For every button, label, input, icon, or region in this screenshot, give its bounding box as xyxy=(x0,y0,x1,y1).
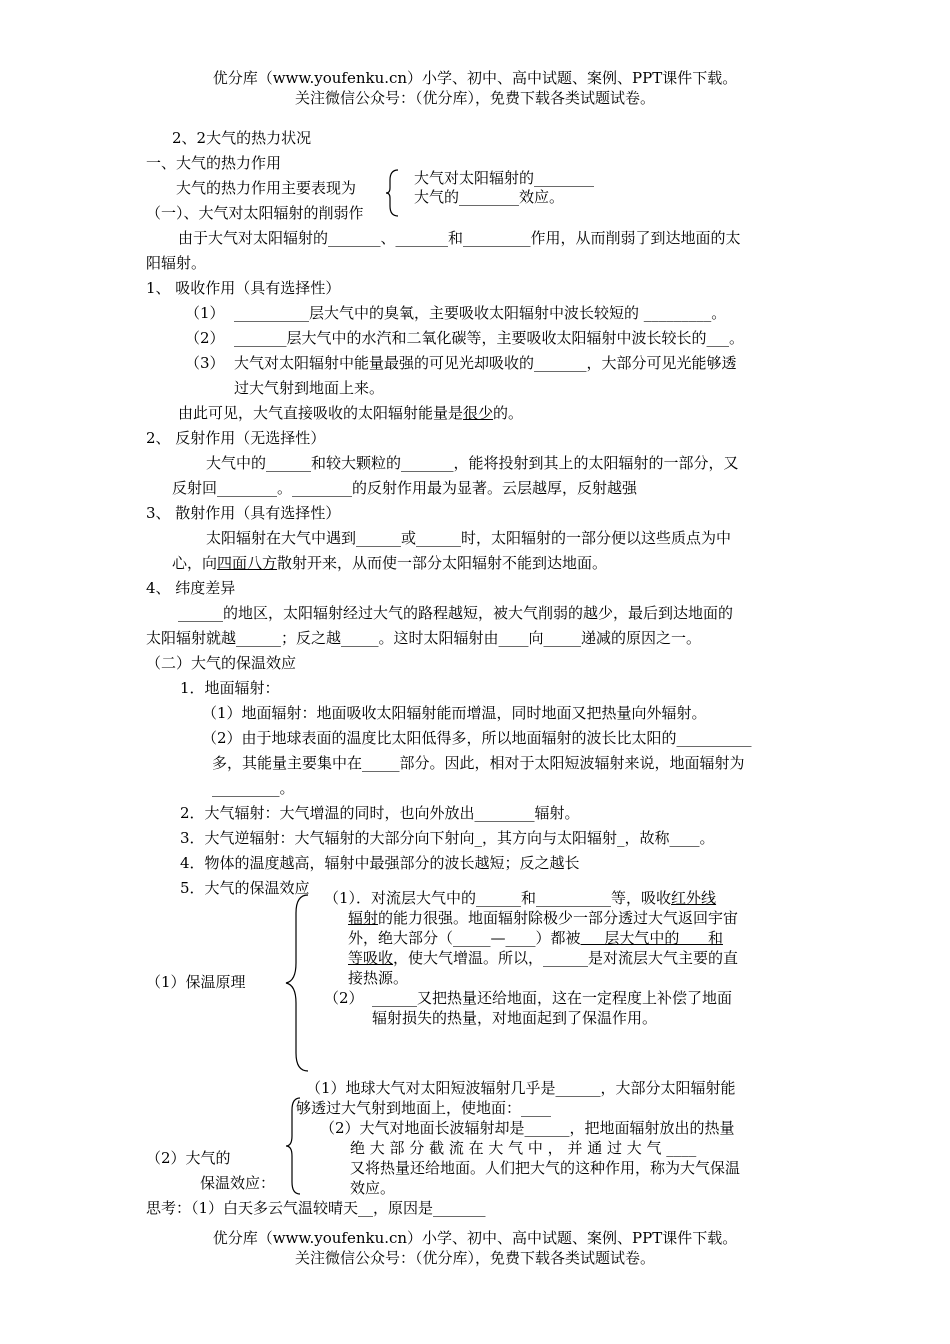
reflect-heading: 2、 反射作用（无选择性） xyxy=(146,429,326,447)
curly-brace-icon xyxy=(282,893,312,1073)
effect-line-2: 够透过大气射到地面上，使地面：____ xyxy=(296,1099,552,1117)
section-heading-1: 一、大气的热力作用 xyxy=(146,154,282,172)
principle-1-line-3: 外，绝大部分（_____—____）都被 层大气中的 和 xyxy=(348,929,723,947)
greenhouse-heading: 5．大气的保温效应 xyxy=(180,879,310,897)
absorb-1-num: （1） xyxy=(185,304,225,322)
effect-label-1: （2）大气的 xyxy=(146,1149,231,1167)
effect-line-3: （2）大气对地面长波辐射却是______，把地面辐射放出的热量 xyxy=(320,1119,735,1137)
brace-item-a: 大气对太阳辐射的________ xyxy=(414,169,595,187)
curly-brace-icon xyxy=(384,168,404,218)
header-line-1: 优分库（www.youfenku.cn）小学、初中、高中试题、案例、PPT课件下载。 xyxy=(212,69,738,87)
counter-radiation: 3．大气逆辐射：大气辐射的大部分向下射向_，其方向与太阳辐射_，故称____。 xyxy=(180,829,715,847)
absorb-2: _______层大气中的水汽和二氧化碳等，主要吸收太阳辐射中波长较长的___。 xyxy=(234,329,745,347)
principle-2-line-1: ______又把热量还给地面，这在一定程度上补偿了地面 xyxy=(372,989,733,1007)
ground-heading: 1．地面辐射： xyxy=(180,679,280,697)
effect-line-6: 效应。 xyxy=(350,1179,396,1197)
footer-line-1: 优分库（www.youfenku.cn）小学、初中、高中试题、案例、PPT课件下载。 xyxy=(212,1229,738,1247)
effect-line-5: 又将热量还给地面。人们把大气的这种作用，称为大气保温 xyxy=(350,1159,741,1177)
reflect-line-2: 反射回________。________的反射作用最为显著。云层越厚，反射越强 xyxy=(172,479,638,497)
weaken-line-2: 阳辐射。 xyxy=(146,254,207,272)
atmos-radiation: 2．大气辐射：大气增温的同时，也向外放出________辐射。 xyxy=(180,804,580,822)
absorb-3b: 过大气射到地面上来。 xyxy=(234,379,385,397)
doc-title: 2、2大气的热力状况 xyxy=(172,129,312,147)
absorb-2-num: （2） xyxy=(185,329,225,347)
reflect-line-1: 大气中的______和较大颗粒的_______，能将投射到其上的太阳辐射的一部分，又 xyxy=(206,454,739,472)
principle-1-line-1: （1）．对流层大气中的______和__________等，吸收红外线 xyxy=(324,889,717,907)
effect-line-1: （1）地球大气对太阳短波辐射几乎是______，大部分太阳辐射能 xyxy=(306,1079,736,1097)
ground-1: （1）地面辐射：地面吸收太阳辐射能而增温，同时地面又把热量向外辐射。 xyxy=(202,704,707,722)
ground-2a: （2）由于地球表面的温度比太阳低得多，所以地面辐射的波长比太阳的__________ xyxy=(202,729,752,747)
subsection-1: （一）、大气对太阳辐射的削弱作 xyxy=(146,204,364,222)
header-line-2: 关注微信公众号：（优分库），免费下载各类试题试卷。 xyxy=(294,89,655,107)
think-question: 思考：（1）白天多云气温较晴天__，原因是_______ xyxy=(146,1199,486,1217)
latitude-heading: 4、 纬度差异 xyxy=(146,579,236,597)
principle-2-num: （2） xyxy=(324,989,364,1007)
ground-2b: 多，其能量主要集中在_____部分。因此，相对于太阳短波辐射来说，地面辐射为 xyxy=(212,754,745,772)
principle-2-line-2: 辐射损失的热量，对地面起到了保温作用。 xyxy=(372,1009,658,1027)
absorb-summary: 由此可见，大气直接吸收的太阳辐射能量是很少的。 xyxy=(178,404,524,422)
footer-line-2: 关注微信公众号：（优分库），免费下载各类试题试卷。 xyxy=(294,1249,655,1267)
intro-text: 大气的热力作用主要表现为 xyxy=(176,179,357,197)
absorb-3a: 大气对太阳辐射中能量最强的可见光却吸收的_______，大部分可见光能够透 xyxy=(234,354,737,372)
absorb-3-num: （3） xyxy=(185,354,225,372)
absorb-1: __________层大气中的臭氧，主要吸收太阳辐射中波长较短的 _________。 xyxy=(234,304,727,322)
brace-item-b: 大气的________效应。 xyxy=(414,188,565,206)
principle-1-line-4: 等吸收，使大气增温。所以，______是对流层大气主要的直 xyxy=(348,949,739,967)
latitude-line-1: ______的地区，太阳辐射经过大气的路程越短，被大气削弱的越少，最后到达地面的 xyxy=(178,604,734,622)
subsection-2: （二）大气的保温效应 xyxy=(146,654,297,672)
principle-1-line-2: 辐射的能力很强。地面辐射除极少一部分透过大气返回宇宙 xyxy=(348,909,739,927)
scatter-line-1: 太阳辐射在大气中遇到______或______时，太阳辐射的一部分便以这些质点为中 xyxy=(206,529,732,547)
latitude-line-2: 太阳辐射就越______；反之越_____。这时太阳辐射由____向_____递减的原因之一。 xyxy=(146,629,702,647)
scatter-line-2: 心，向四面八方散射开来，从而使一部分太阳辐射不能到达地面。 xyxy=(172,554,608,572)
principle-1-line-5: 接热源。 xyxy=(348,969,409,987)
absorb-heading: 1、 吸收作用（具有选择性） xyxy=(146,279,341,297)
effect-label-2: 保温效应： xyxy=(200,1174,276,1192)
weaken-line-1: 由于大气对太阳辐射的_______、_______和_________作用，从而削弱了到达地面的太 xyxy=(178,229,741,247)
scatter-heading: 3、 散射作用（具有选择性） xyxy=(146,504,341,522)
ground-2c: _________。 xyxy=(212,779,295,797)
principle-label: （1）保温原理 xyxy=(146,973,246,991)
temperature-rule: 4．物体的温度越高，辐射中最强部分的波长越短；反之越长 xyxy=(180,854,580,872)
effect-line-4: 绝 大 部 分 截 流 在 大 气 中 ， 并 通 过 大 气 ____ xyxy=(350,1139,697,1157)
